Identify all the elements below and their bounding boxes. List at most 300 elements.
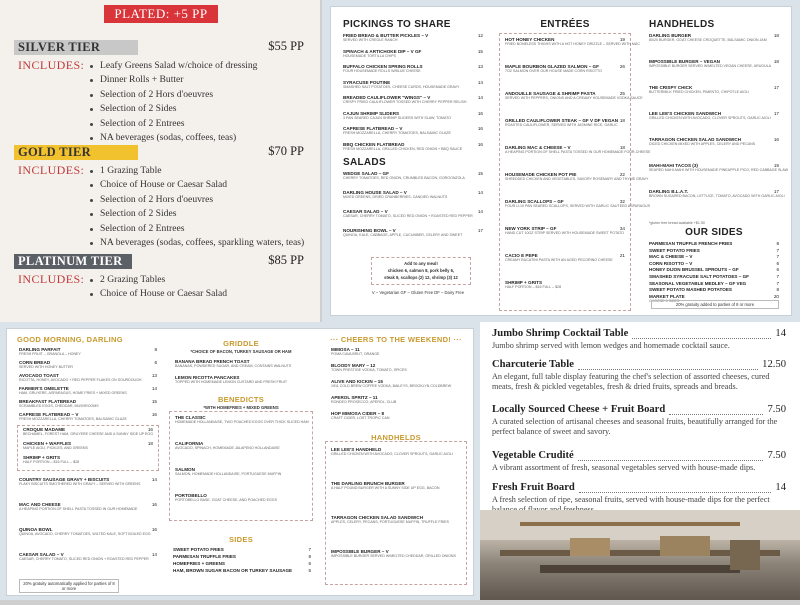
- menu-item-name: CAJUN SHRIMP SLIDERS: [343, 110, 400, 116]
- catering-item-desc: Jumbo shrimp served with lemon wedges and homemade cocktail sauce.: [492, 341, 730, 350]
- menu-item-price: 12: [477, 33, 483, 38]
- menu-item-desc: BECHAMEL, FOREST HAM, GRUYERE CHEESE AND A SUNNY SIDE UP EGG: [23, 432, 154, 437]
- menu-item: [19, 386, 157, 396]
- leader-dots: [578, 460, 764, 461]
- menu-item-name: APEROL SPRITZ – 11: [331, 395, 378, 400]
- menu-item-desc: GRILLED CHICKEN WITH AVOCADO, CLOVER SPROUTS, GARLIC AIOLI: [649, 116, 771, 121]
- menu-item: [649, 189, 785, 199]
- menu-item: [19, 347, 157, 357]
- menu-item: [331, 481, 463, 491]
- menu-item-desc: MAPLE AIOLI, PICKLES, AND GREENS: [23, 446, 88, 451]
- menu-item-desc: CAESAR, CHERRY TOMATO, SLICED RED ONION + ROASTED RED PEPPER: [19, 557, 149, 562]
- menu-item-desc: FRESH MOZZARELLA, GRILLED CHICKEN, RED ONION + BBQ SAUCE: [343, 146, 463, 151]
- menu-item-name: CAESAR SALAD – V: [19, 552, 64, 557]
- menu-item-name: CACIO E PEPE: [505, 253, 538, 258]
- menu-item-price: 15: [477, 48, 483, 54]
- venue-photo-graphic: [480, 510, 800, 600]
- menu-item-desc: FRESH MOZZARELLA, CHERRY TOMATOES, BALSAMIC GLAZE: [343, 131, 451, 136]
- menu-item-name: IMPOSSIBLE BURGER – V: [331, 549, 389, 554]
- side-item-price: 7: [776, 254, 779, 260]
- menu-item-name: SPINACH & ARTICHOKE DIP – V GF: [343, 48, 422, 54]
- menu-item-price: 17: [773, 111, 779, 116]
- menu-item-price: 13: [151, 373, 157, 378]
- side-item: [649, 281, 779, 286]
- menu-item-name: LEMON RICOTTA PANCAKES: [175, 375, 240, 380]
- catering-item-name: Fresh Fruit Board: [492, 482, 575, 493]
- menu-item-name: LEE LEE'S CHICKEN SANDWICH: [649, 111, 722, 116]
- side-item-price: 8: [776, 287, 779, 293]
- brunch-side-name: HOMEFRIES + GREENS: [173, 561, 225, 566]
- include-item: 1 Grazing Table: [88, 164, 304, 178]
- menu-item-desc: PORTOBELLO BASE, GOAT CHEESE, AND POACHED EGGS: [175, 498, 277, 503]
- menu-item-price: 13: [477, 64, 483, 69]
- leader-dots: [578, 369, 758, 370]
- menu-item-desc: HALF PORTION – $16 FULL – $28: [505, 285, 562, 290]
- tier-name: SILVER TIER: [14, 40, 138, 55]
- includes-list: [88, 59, 257, 145]
- includes-label: INCLUDES:: [18, 58, 85, 72]
- menu-item-price: 16: [773, 137, 779, 142]
- brunch-sides-title: SIDES: [228, 535, 253, 544]
- menu-item-name: QUINOA BOWL: [19, 527, 53, 532]
- menu-item-desc: SHREDDED CHICKEN AND VEGETABLES, SAVORY ROSEMARY AND THYME GRAVY: [505, 177, 649, 182]
- menu-item-name: BREADED CAULIFLOWER "WINGS" – V: [343, 95, 431, 100]
- menu-item: [343, 49, 483, 59]
- includes-label: INCLUDES:: [18, 163, 85, 177]
- side-item-name: HONEY DIJON BRUSSEL SPROUTS – GF: [649, 267, 739, 273]
- catering-item-price: 7.50: [767, 404, 786, 415]
- menu-item-price: 14: [151, 477, 157, 482]
- menu-item-desc: TOPPED WITH HOMEMADE LEMON CUSTARD AND FRESH FRUIT: [175, 380, 288, 385]
- brunch-side-item: [173, 568, 311, 573]
- menu-item-name: CAESAR SALAD – V: [343, 209, 388, 214]
- menu-item-desc: FRIED BONELESS THIGHS WITH A HOT HONEY DRIZZLE – SERVED WITH MAC: [505, 42, 640, 47]
- menu-item-price: 17: [477, 228, 483, 233]
- brunch-side-name: HAM, BROWN SUGAR BACON OR TURKEY SAUSAGE: [173, 568, 293, 573]
- menu-item-desc: SEARED MAHI-MAHI WITH HOUSEMADE PINEAPPLE PICO, RED CABBAGE SLAW: [649, 168, 789, 173]
- menu-item-desc: SERVED WITH CREOLE RANCH: [343, 38, 398, 43]
- menu-item: [19, 373, 157, 383]
- menu-item-desc: IMPOSSIBLE BURGER SERVED W/MELTED CHEDDAR, GRILLED ONIONS: [331, 554, 456, 559]
- catering-item-desc: A vibrant assortment of fresh, seasonal vegetables served with house-made dips.: [492, 463, 756, 472]
- menu-item-name: SYRACUSE POUTINE: [343, 79, 391, 85]
- menu-item: [649, 137, 779, 147]
- side-item-name: SMASHED SYRACUSE SALT POTATOES – GF: [649, 274, 749, 279]
- menu-item-price: 18: [619, 145, 625, 150]
- menu-item-price: 16: [151, 527, 157, 532]
- diet-legend: V – Vegetarian GF – Gluten Free DF – Dairy Free: [371, 290, 465, 295]
- menu-item-name: SHRIMP + GRITS: [505, 280, 543, 285]
- pickings-title: PICKINGS TO SHARE: [343, 19, 451, 30]
- menu-item: [19, 527, 157, 537]
- menu-item-price: 15: [477, 171, 483, 176]
- menu-item-desc: FRESH MOZZARELLA, CHERRY TOMATOES, BALSAMIC GLAZE: [19, 417, 127, 422]
- menu-item-name: COUNTRY SAUSAGE GRAVY + BISCUITS: [19, 477, 110, 482]
- dinner-menu-panel: [322, 0, 800, 322]
- menu-item: [343, 111, 483, 121]
- menu-item-price: 16: [477, 126, 483, 131]
- menu-item-name: BLOODY MARY – 12: [331, 363, 376, 368]
- menu-item-name: MAPLE BOURBON GLAZED SALMON – GF: [505, 64, 599, 69]
- menu-item: [649, 59, 779, 69]
- menu-item-desc: HOUSEMADE TORTILLA CHIPS: [343, 53, 396, 58]
- gluten-note: *gluten free bread available +$1.50: [649, 221, 705, 225]
- menu-item: [505, 226, 625, 236]
- gratuity-note: 20% gratuity added to parties of 8 or more: [651, 300, 779, 309]
- menu-item: [649, 163, 789, 173]
- catering-panel: [480, 322, 800, 600]
- menu-item-name: MAC AND CHEESE: [19, 502, 61, 507]
- side-item-price: 6: [776, 267, 779, 273]
- catering-item-price: 14: [775, 482, 786, 493]
- menu-item-price: 18: [773, 33, 779, 38]
- add-box-line2: chicken 6, salmon 8, pork belly 6,: [387, 268, 455, 273]
- catering-item-price: 12.50: [762, 359, 786, 370]
- menu-item-name: CALIFORNIA: [175, 441, 204, 446]
- menu-item-desc: A HALF POUND BURGER WITH A SUNNY SIDE UP EGG, BACON: [331, 486, 440, 491]
- menu-item-name: DARLING BURGER: [649, 33, 692, 38]
- menu-item-price: 6: [154, 360, 157, 365]
- menu-item-price: 14: [151, 552, 157, 557]
- menu-item: [19, 399, 157, 409]
- menu-item: [343, 171, 483, 181]
- benedicts-box: [169, 411, 313, 521]
- menu-item-name: TARRAGON CHICKEN SALAD SANDWICH: [331, 515, 424, 520]
- menu-item-name: SALMON: [175, 467, 195, 472]
- side-item: [649, 241, 779, 246]
- menu-item-desc: HOMEMADE HOLLANDAISE, TWO POACHED EGGS OVER THICK SLICED HAM: [175, 420, 309, 425]
- menu-item: [505, 280, 625, 290]
- tiers-panel: [0, 0, 320, 322]
- menu-item: [505, 145, 651, 155]
- menu-item-name: NEW YORK STRIP – GF: [505, 226, 557, 231]
- good-morning-title: GOOD MORNING, DARLING: [17, 335, 123, 344]
- menu-item: [175, 359, 309, 369]
- catering-item-price: 14: [775, 328, 786, 339]
- catering-item-name: Jumbo Shrimp Cocktail Table: [492, 328, 629, 339]
- menu-item-price: 16: [477, 141, 483, 147]
- menu-item-name: ANDOUILLE SAUSAGE & SHRIMP PASTA: [505, 91, 596, 96]
- menu-item: [23, 427, 153, 437]
- menu-item-price: 17: [773, 85, 779, 90]
- menu-item: [505, 253, 625, 263]
- menu-item-desc: BUTTERMILK FRIED CHICKEN, PIMENTO, CHIPOTLE AIOLI: [649, 90, 749, 95]
- brunch-side-item: [173, 561, 311, 566]
- add-to-meal-box: [371, 257, 471, 285]
- brunch-side-price: 7: [308, 547, 311, 552]
- leader-dots: [579, 492, 772, 493]
- menu-item-name: CORN BREAD: [19, 360, 51, 365]
- menu-item: [505, 199, 650, 209]
- menu-item-desc: AVOCADO, SPINACH, HOMEMADE JALAPENO HOLLANDAISE: [175, 446, 280, 451]
- menu-item-price: 22: [619, 172, 625, 177]
- brunch-side-item: [173, 554, 311, 559]
- menu-item: [19, 552, 157, 562]
- menu-item-desc: APPLES, CELERY, PECANS, PORTUGUESE MUFFIN, TRUFFLE FRIES: [331, 520, 449, 525]
- our-sides-title: OUR SIDES: [685, 227, 743, 238]
- menu-item: [23, 441, 153, 451]
- side-item: [649, 294, 779, 299]
- menu-item-price: 14: [477, 190, 483, 195]
- menu-item-price: 25: [619, 91, 625, 96]
- menu-item-desc: CREAMY BUCATINI PASTA WITH AN AGED PECORINO CHEESE: [505, 258, 613, 263]
- brunch-side-name: PARMESAN TRUFFLE FRIES: [173, 554, 236, 559]
- menu-item-desc: SALMON, HOMEMADE HOLLANDAISE, PORTUGUESE MUFFIN: [175, 472, 282, 477]
- menu-item-name: BBQ CHICKEN FLATBREAD: [343, 141, 405, 147]
- menu-item-desc: SCRAMBLED EGGS, CHEDDAR, MUSHROOMS: [19, 404, 99, 409]
- include-item: Choice of House or Caesar Salad: [88, 287, 227, 301]
- menu-item: [343, 209, 483, 219]
- market-plate-desc: CHOOSE 3 SIDES: [649, 299, 680, 304]
- include-item: Selection of 2 Hors d'oeuvres: [88, 88, 257, 102]
- include-item: Dinner Rolls + Butter: [88, 73, 257, 87]
- brunch-handhelds-box: [325, 441, 467, 585]
- menu-item-desc: A HEAPING PORTION OF SHELL PASTA TOSSED IN OUR HOMEMADE: [19, 507, 138, 512]
- menu-item-desc: CRISPY FRIED CAULIFLOWER TOSSED WITH CHERRY PEPPER RELISH: [343, 100, 467, 105]
- menu-item: [331, 447, 463, 457]
- menu-item-price: 21: [619, 253, 625, 258]
- menu-item-name: BUFFALO CHICKEN SPRING ROLLS: [343, 64, 423, 69]
- menu-item-desc: SMASHED SALT POTATOES, CHEESE CURDS, HOUSEMADE GRAVY: [343, 84, 460, 89]
- menu-item-name: BREAKFAST FLATBREAD: [19, 399, 77, 404]
- menu-item-name: ALIVE AND KICKIN – 15: [331, 379, 383, 384]
- menu-item: [19, 412, 157, 422]
- menu-item-price: 18: [619, 118, 625, 123]
- brunch-side-item: [173, 547, 311, 552]
- menu-item-price: 14: [477, 79, 483, 85]
- menu-item-desc: 1911 COLD BREW COFFEE VODKA, BAILEYS, BROOKLYN COLDBREW: [331, 384, 452, 389]
- catering-item-desc: A curated selection of artisanal cheeses and seasonal fruits, beautifully arranged for the perfect balance of sweet and savory.: [492, 417, 778, 436]
- venue-photo: [480, 510, 800, 600]
- side-item-name: SWEET POTATO FRIES: [649, 247, 700, 253]
- side-item: [649, 261, 779, 266]
- menu-item: [331, 347, 463, 357]
- leader-dots: [632, 338, 771, 339]
- menu-item-desc: IMPOSSIBLE BURGER SERVED W/MELTED VEGAN CHEESE, ARUGULA: [649, 64, 772, 69]
- menu-item-name: THE CLASSIC: [175, 415, 206, 420]
- benedicts-title: BENEDICTS: [217, 395, 265, 404]
- menu-item: [343, 228, 483, 238]
- catering-item-name: Vegetable Crudité: [492, 450, 574, 461]
- menu-item: [649, 33, 779, 43]
- menu-item: [19, 502, 157, 512]
- menu-item-name: HOUSEMADE CHICKEN POT PIE: [505, 172, 577, 177]
- menu-item-price: 34: [619, 226, 625, 231]
- salads-title: SALADS: [343, 157, 386, 168]
- brunch-side-price: 6: [308, 561, 311, 566]
- plated-banner: PLATED: +5 PP: [104, 5, 218, 23]
- side-item-price: 8: [776, 241, 779, 246]
- menu-item: [19, 477, 157, 487]
- menu-item-price: 16: [477, 110, 483, 116]
- menu-item: [343, 190, 483, 200]
- menu-item: [331, 395, 463, 405]
- tier-price: $85 PP: [268, 253, 304, 267]
- menu-item-desc: QUINOA, AVOCADO, CHERRY TOMATOES, WILTED KALE, SOFT BOILED EGG: [19, 532, 151, 537]
- include-item: Selection of 2 Entrees: [88, 117, 257, 131]
- menu-item: [175, 375, 309, 385]
- include-item: NA beverages (sodas, coffees, teas): [88, 131, 257, 145]
- includes-list: [88, 273, 227, 302]
- menu-item: [505, 37, 640, 47]
- menu-item-price: 18: [147, 441, 153, 446]
- menu-item-desc: DICED CHICKEN MIXED WITH APPLES, CELERY AND PECANS: [649, 142, 756, 147]
- include-item: Selection of 2 Sides: [88, 207, 304, 221]
- menu-item: [505, 91, 643, 101]
- menu-item-name: CHICKEN + WAFFLES: [23, 441, 72, 446]
- menu-item-name: FARMER'S OMELETTE: [19, 386, 69, 391]
- side-item-name: MAC & CHEESE – V: [649, 254, 693, 260]
- menu-item: [505, 64, 625, 74]
- menu-item-price: 16: [147, 427, 153, 432]
- menu-item: [331, 515, 463, 525]
- leader-dots: [669, 414, 763, 415]
- menu-item: [505, 118, 625, 128]
- menu-item-desc: BANANAS, POWDERED SUGAR, AND CREAM, CONTAINS WALNUTS: [175, 364, 292, 369]
- menu-item: [343, 95, 483, 105]
- catering-item-desc: An elegant, full table display featuring the chef's selection of assorted cheeses, cured meats, fresh & pickled vegetables, fresh & dried fruits, spreads and breads.: [492, 372, 770, 391]
- includes-label: INCLUDES:: [18, 272, 85, 286]
- menu-item-price: 15: [151, 399, 157, 404]
- catering-item-desc: A fresh selection of ripe, seasonal fruits, served with house-made dips for the perfect: [492, 495, 770, 504]
- menu-item-name: CROQUE MADAME: [23, 427, 66, 432]
- menu-item-price: 18: [773, 59, 779, 64]
- menu-item-price: 19: [773, 163, 779, 168]
- menu-item-name: PORTOBELLO: [175, 493, 207, 498]
- menu-item-desc: CHERRY TOMATOES, RED ONION, CRUMBLED BACON, GORGONZOLA: [343, 176, 465, 181]
- menu-item: [649, 85, 779, 95]
- menu-item: [331, 411, 463, 421]
- menu-item-name: CAPRESE FLATBREAD – V: [19, 412, 79, 417]
- side-item-name: MARKET PLATE: [649, 293, 685, 299]
- menu-item: [175, 467, 309, 477]
- menu-item-desc: FOUR HOUSEMADE ROLLS W/BLUE CHEESE: [343, 69, 421, 74]
- menu-item-name: WEDGE SALAD – GF: [343, 171, 389, 176]
- include-item: Choice of House or Caesar Salad: [88, 178, 304, 192]
- side-item-name: SEASONAL VEGETABLE MEDLEY – GF VEG: [649, 280, 747, 286]
- menu-item-name: DARLING B.L.A.T.: [649, 189, 689, 194]
- menu-item-desc: FOUR U-10 PAN SEARED SCALLOPS, SERVED WITH GARLIC SAUTEED ASPARAGUS: [505, 204, 650, 209]
- menu-item-name: DARLING PARFAIT: [19, 347, 61, 352]
- menu-item-name: TARRAGON CHICKEN SALAD SANDWICH: [649, 137, 742, 142]
- menu-item-desc: SERVED WITH PEPPERS, ONIONS AND A CREAMY HOUSEMADE VODKA SAUCE: [505, 96, 643, 101]
- side-item-name: PARMESAN TRUFFLE FRENCH FRIES: [649, 241, 733, 246]
- griddle-title: GRIDDLE: [223, 339, 259, 348]
- side-item-price: 7: [776, 274, 779, 279]
- side-item: [649, 287, 779, 292]
- griddle-note: *CHOICE OF BACON, TURKEY SAUSAGE OR HAM: [190, 349, 292, 354]
- cheers-title: ··· CHEERS TO THE WEEKEND! ···: [330, 335, 462, 344]
- brunch-gratuity-note: 20% gratuity automatically applied for parties of 8 or more: [19, 579, 119, 593]
- menu-item-price: 8: [154, 347, 157, 352]
- tier-price: $55 PP: [268, 39, 304, 53]
- menu-item-name: GRILLED CAULIFLOWER STEAK – GF V DF VEGAN: [505, 118, 619, 123]
- menu-item: [331, 379, 463, 389]
- menu-item: [343, 80, 483, 90]
- menu-item-desc: HAM, GRUYERE, ASPARAGUS, HOME FRIES + MIXED GREENS: [19, 391, 127, 396]
- menu-item: [23, 455, 153, 465]
- brunch-side-price: 8: [308, 554, 311, 559]
- menu-item: [343, 64, 483, 74]
- menu-item: [649, 111, 779, 121]
- include-item: Leafy Greens Salad w/choice of dressing: [88, 59, 257, 73]
- include-item: Selection of 2 Hors d'oeuvres: [88, 193, 304, 207]
- include-item: Selection of 2 Sides: [88, 102, 257, 116]
- menu-item-desc: ROASTED CAULIFLOWER, SERVED WITH JASMINE RICE, GARLIC: [505, 123, 618, 128]
- include-item: Selection of 2 Entrees: [88, 222, 304, 236]
- side-item: [649, 254, 779, 259]
- menu-item-price: 14: [477, 95, 483, 100]
- side-item: [649, 248, 779, 253]
- tier-name: GOLD TIER: [14, 145, 138, 160]
- menu-item-desc: RICOTTA, HONEY, AVOCADO + RED PEPPER FLAKES ON SOURDOUGH: [19, 378, 142, 383]
- brunch-handhelds-title: HANDHELDS: [371, 433, 421, 442]
- menu-item: [343, 142, 483, 152]
- dinner-menu-card: [330, 6, 792, 316]
- menu-item-desc: CRAFT CIDER, LOST TROPIC CAN: [331, 416, 390, 421]
- menu-item-desc: POMA CAVA BRUT, ORANGE: [331, 352, 380, 357]
- menu-item-name: DARLING HOUSE SALAD – V: [343, 190, 407, 195]
- menu-item-name: DARLING SCALLOPS – GF: [505, 199, 564, 204]
- tier-price: $70 PP: [268, 144, 304, 158]
- menu-item-desc: FRESH FRUIT – GRANOLA – HONEY: [19, 352, 81, 357]
- brunch-menu-card: [6, 328, 474, 596]
- menu-item-price: 14: [477, 209, 483, 214]
- menu-item: [19, 360, 157, 370]
- menu-item: [331, 363, 463, 373]
- catering-item-name: Charcuterie Table: [492, 359, 574, 370]
- side-item-price: 20: [773, 293, 779, 299]
- menu-item-name: IMPOSSIBLE BURGER – VEGAN: [649, 59, 720, 64]
- side-item-price: 7: [776, 280, 779, 286]
- menu-item-price: 32: [619, 199, 625, 204]
- side-item: [649, 274, 779, 279]
- menu-item-desc: FLAKY BISCUITS SMOTHERED WITH GRAVY – SERVED WITH GREENS: [19, 482, 141, 487]
- menu-item-desc: TOWN PRESTIGE VODKA, TOMATO, SPICES: [331, 368, 407, 373]
- menu-item-name: MAHI-MAHI TACOS (3): [649, 163, 698, 168]
- menu-item-desc: QUINOA, KALE, CABBAGE, APPLE, CUCUMBER, CELERY AND SWEET: [343, 233, 463, 238]
- menu-item-desc: 7OZ SALMON OVER OUR HOUSE MADE CORN RISOTTO: [505, 69, 602, 74]
- menu-item-name: THE DARLING BRUNCH BURGER: [331, 481, 405, 486]
- menu-item-desc: MIXED GREENS, DRIED CRANBERRIES, CANDIED WALNUTS: [343, 195, 448, 200]
- handhelds-title: HANDHELDS: [649, 19, 715, 30]
- menu-item-desc: SERVED WITH HONEY BUTTER: [19, 365, 73, 370]
- includes-list: [88, 164, 304, 250]
- menu-item: [175, 493, 309, 503]
- menu-item-price: 26: [619, 64, 625, 69]
- menu-item-name: HOT HONEY CHICKEN: [505, 37, 555, 42]
- menu-item-price: 16: [151, 502, 157, 507]
- catering-item-price: 7.50: [767, 450, 786, 461]
- menu-item-desc: CAESAR, CHERRY TOMATO, SLICED RED ONION + ROASTED RED PEPPER: [343, 214, 473, 219]
- brunch-side-price: 5: [308, 568, 311, 573]
- menu-item: [505, 172, 649, 182]
- side-item: [649, 267, 779, 272]
- menu-item-name: SHRIMP + GRITS: [23, 455, 61, 460]
- menu-item-price: 17: [773, 189, 779, 194]
- add-box-line3: steak 9, scallops (2) 12, shrimp (3) 12: [384, 275, 458, 280]
- menu-item-price: 16: [151, 412, 157, 417]
- include-item: 2 Grazing Tables: [88, 273, 227, 287]
- add-box-line1: Add to any meal!: [404, 261, 438, 266]
- menu-item: [331, 549, 463, 559]
- side-item-name: SWEET POTATO MASHED POTATOES: [649, 287, 732, 293]
- menu-item-name: AVOCADO TOAST: [19, 373, 59, 378]
- include-item: NA beverages (sodas, coffees, sparkling waters, teas): [88, 236, 304, 250]
- tier-name: PLATINUM TIER: [14, 254, 132, 269]
- menu-item-name: NOURISHING BOWL – V: [343, 228, 396, 233]
- brunch-menu-panel: [0, 322, 480, 600]
